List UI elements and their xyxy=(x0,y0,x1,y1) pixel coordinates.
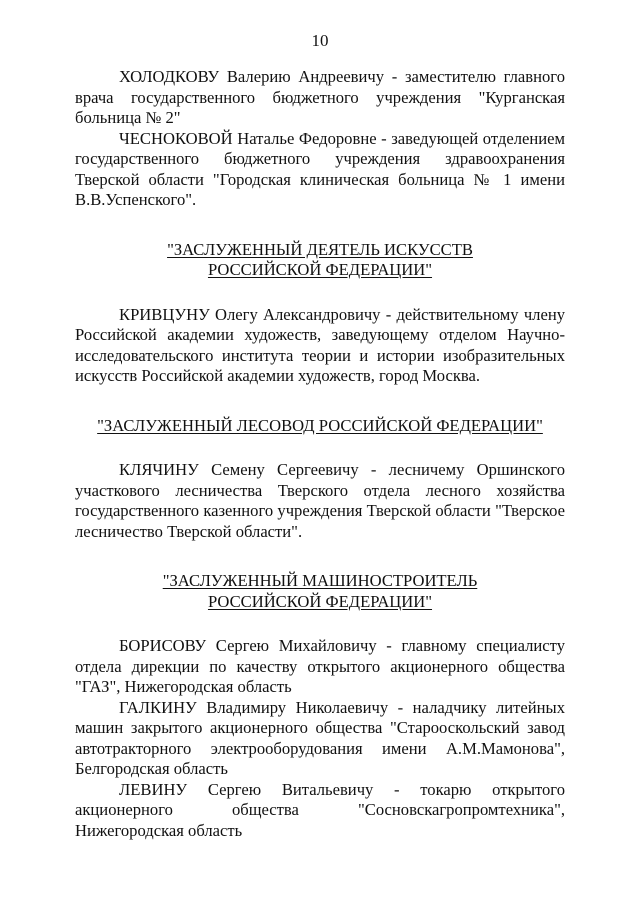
award-title-heading xyxy=(75,416,565,437)
award-recipient-paragraph: ГАЛКИНУ Владимиру Николаевичу - наладчику литейных машин закрытого акционерного общества "Старооскольский завод автотракторного электрооборудования имени А.М.Мамонова", Белгородская область xyxy=(75,697,565,778)
award-title-line: "ЗАСЛУЖЕННЫЙ МАШИНОСТРОИТЕЛЬ xyxy=(162,571,478,590)
award-recipient-paragraph: ЛЕВИНУ Сергею Витальевичу - токарю открытого акционерного общества "Сосновскагропромтехника", Нижегородская область xyxy=(75,779,565,840)
page-number: 10 xyxy=(311,31,329,50)
document-body xyxy=(75,67,565,841)
award-title-heading xyxy=(75,240,565,281)
award-recipient-paragraph: БОРИСОВУ Сергею Михайловичу - главному специалисту отдела дирекции по качеству открытого акционерного общества "ГАЗ", Нижегородская область xyxy=(75,636,565,696)
award-recipient-paragraph: ЧЕСНОКОВОЙ Наталье Федоровне - заведующей отделением государственного бюджетного учреждения здравоохранения Тверской области "Городская клиническая больница № 1 имени В.В.Успенского". xyxy=(75,128,565,209)
award-recipient-paragraph: ХОЛОДКОВУ Валерию Андреевичу - заместителю главного врача государственного бюджетного учреждения "Курганская больница № 2" xyxy=(75,67,565,127)
award-recipient-paragraph: КЛЯЧИНУ Семену Сергеевичу - лесничему Оршинского участкового лесничества Тверского отдела лесного хозяйства государственного казенного учреждения Тверской области "Тверское лесничество Тверской области". xyxy=(75,460,565,541)
award-title-line: "ЗАСЛУЖЕННЫЙ ДЕЯТЕЛЬ ИСКУССТВ xyxy=(167,239,473,259)
award-title-line: "ЗАСЛУЖЕННЫЙ ЛЕСОВОД РОССИЙСКОЙ ФЕДЕРАЦИИ" xyxy=(97,415,543,435)
award-title-heading xyxy=(75,571,565,612)
award-recipient-paragraph: КРИВЦУНУ Олегу Александровичу - действительному члену Российской академии художеств, заведующему отделом Научно-исследовательского института теории и истории изобразительных искусств Российской академии художеств, город Москва. xyxy=(75,304,565,385)
award-title-line: РОССИЙСКОЙ ФЕДЕРАЦИИ" xyxy=(207,591,433,611)
award-title-line: РОССИЙСКОЙ ФЕДЕРАЦИИ" xyxy=(207,260,433,279)
